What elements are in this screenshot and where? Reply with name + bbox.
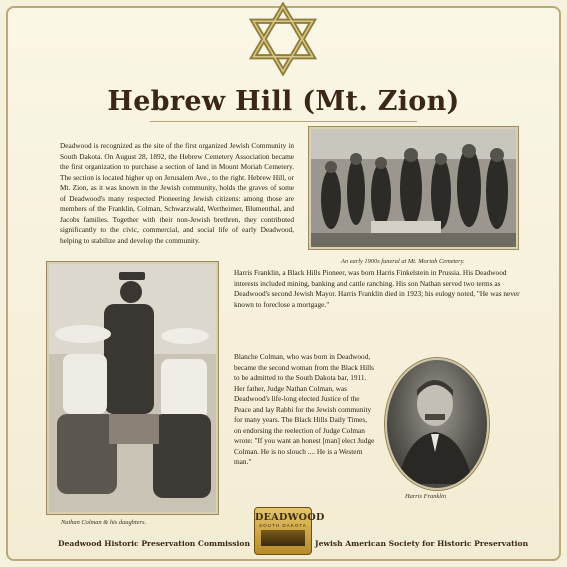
star-of-david-icon xyxy=(246,2,320,76)
funeral-photo-caption: An early 1900s funeral at Mt. Moriah Cemetery. xyxy=(341,258,465,265)
page-title: Hebrew Hill (Mt. Zion) xyxy=(107,86,460,117)
family-photo-caption: Nathan Colman & his daughters. xyxy=(61,519,147,526)
harris-franklin-paragraph: Harris Franklin, a Black Hills Pioneer, was born Harris Finkelstein in Prussia. His Deadwood interests included mining, banking and cattle ranching. His son Nathan served two terms as Deadwood's second Jewish Mayor. Harris Franklin died in 1923; his eulogy noted, "He was never known to foreclose a mortgage." xyxy=(234,268,520,309)
funeral-photo-image xyxy=(311,129,516,247)
harris-franklin-portrait-image xyxy=(387,360,483,484)
harris-franklin-portrait xyxy=(385,358,489,490)
logo-emblem xyxy=(261,530,305,546)
title-divider xyxy=(150,121,417,122)
colman-family-photo xyxy=(47,262,218,514)
colman-family-photo-image xyxy=(49,264,216,512)
footer-right-credit: Jewish American Society for Historic Preservation xyxy=(315,539,529,548)
logo-title: DEADWOOD xyxy=(255,512,325,523)
logo-subtitle: SOUTH DAKOTA xyxy=(259,523,307,528)
footer-left-credit: Deadwood Historic Preservation Commission xyxy=(58,539,251,548)
intro-paragraph: Deadwood is recognized as the site of the first organized Jewish Community in South Dakota. On August 28, 1892, the Hebrew Cemetery Association became the first organization to purchase a section of land in Mount Moriah Cemetery. The section is located higher up on Jerusalem Ave., to the right. Hebrew Hill, or Mt. Zion, as it was known in the Jewish community, holds the graves of some of Deadwood's many respected Pioneering Jewish citizens: among those are members of the Franklin, Colman, Schwarzwald, Wertheimer, Blumenthal, and Jacobs families. Together with their non-Jewish brethren, they contributed significantly to the civic, commercial, and social life of early Deadwood, helping to stabilize and develop the community. xyxy=(60,141,294,245)
funeral-photo xyxy=(309,127,518,249)
blanche-colman-paragraph: Blanche Colman, who was born in Deadwood, became the second woman from the Black Hills to be admitted to the South Dakota bar, 1911. Her father, Judge Nathan Colman, was Deadwood's life-long elected Justice of the Peace and lay Rabbi for the Jewish community for many years. The Black Hills Daily Times, on endorsing the reelection of Judge Colman wrote: "If you want an honest [man] elect Judge Colman. He is no slouch .... He is a Western man." xyxy=(234,352,375,466)
portrait-caption: Harris Franklin xyxy=(405,493,447,500)
deadwood-logo xyxy=(254,507,325,555)
